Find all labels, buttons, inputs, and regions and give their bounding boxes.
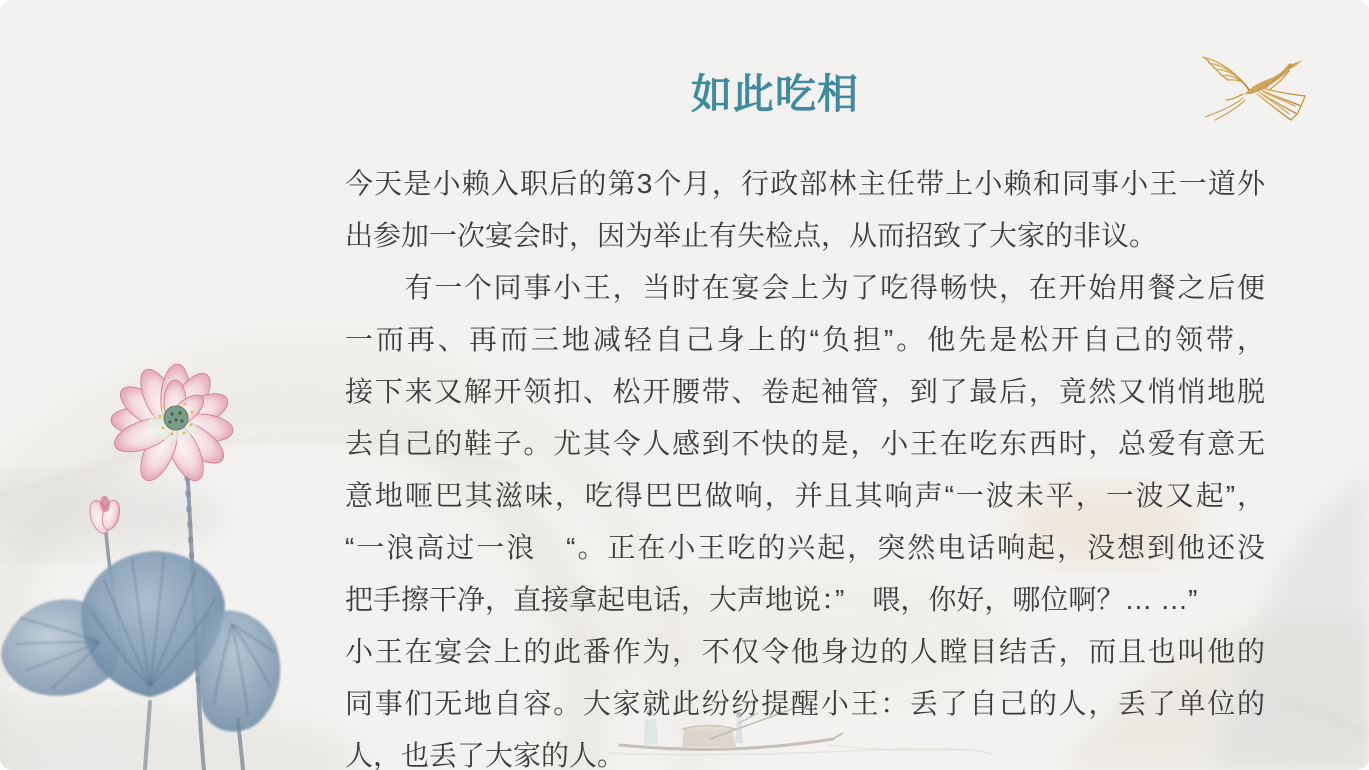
lotus-bud <box>86 496 122 536</box>
lotus-illustration <box>0 352 297 770</box>
text-line: 小王在宴会上的此番作为，不仅令他身边的人瞠目结舌，而且也叫他的 <box>345 636 1265 667</box>
text-line: 出参加一次宴会时，因为举止有失检点，从而招致了大家的非议。 <box>345 220 1158 251</box>
crane-illustration <box>1195 44 1315 130</box>
text-line: 一而再、再而三地减轻自己身上的“负担”。他先是松开自己的领带， <box>345 324 1265 355</box>
text-line: 同事们无地自容。大家就此纷纷提醒小王：丢了自己的人，丢了单位的 <box>345 688 1265 719</box>
text-line: 意地咂巴其滋味，吃得巴巴做响，并且其响声“一波未平，一波又起”， <box>345 480 1265 511</box>
text-line: 把手擦干净，直接拿起电话，大声地说：” 喂，你好，哪位啊？… …” <box>345 584 1198 615</box>
text-line: 去自己的鞋子。尤其令人感到不快的是，小王在吃东西时，总爱有意无 <box>345 428 1265 459</box>
slide-title: 如此吃相 <box>691 71 859 117</box>
text-line: 今天是小赖入职后的第3个月，行政部林主任带上小赖和同事小王一道外 <box>345 168 1265 199</box>
text-line: 接下来又解开领扣、松开腰带、卷起袖管，到了最后，竟然又悄悄地脱 <box>345 376 1265 407</box>
text-line: 有一个同事小王，当时在宴会上为了吃得畅快，在开始用餐之后便 <box>345 272 1265 303</box>
text-line: “一浪高过一浪 “。正在小王吃的兴起，突然电话响起，没想到他还没 <box>345 532 1265 563</box>
text-line: 人，也丢了大家的人。 <box>345 740 626 770</box>
slide-body-text <box>345 158 1265 770</box>
